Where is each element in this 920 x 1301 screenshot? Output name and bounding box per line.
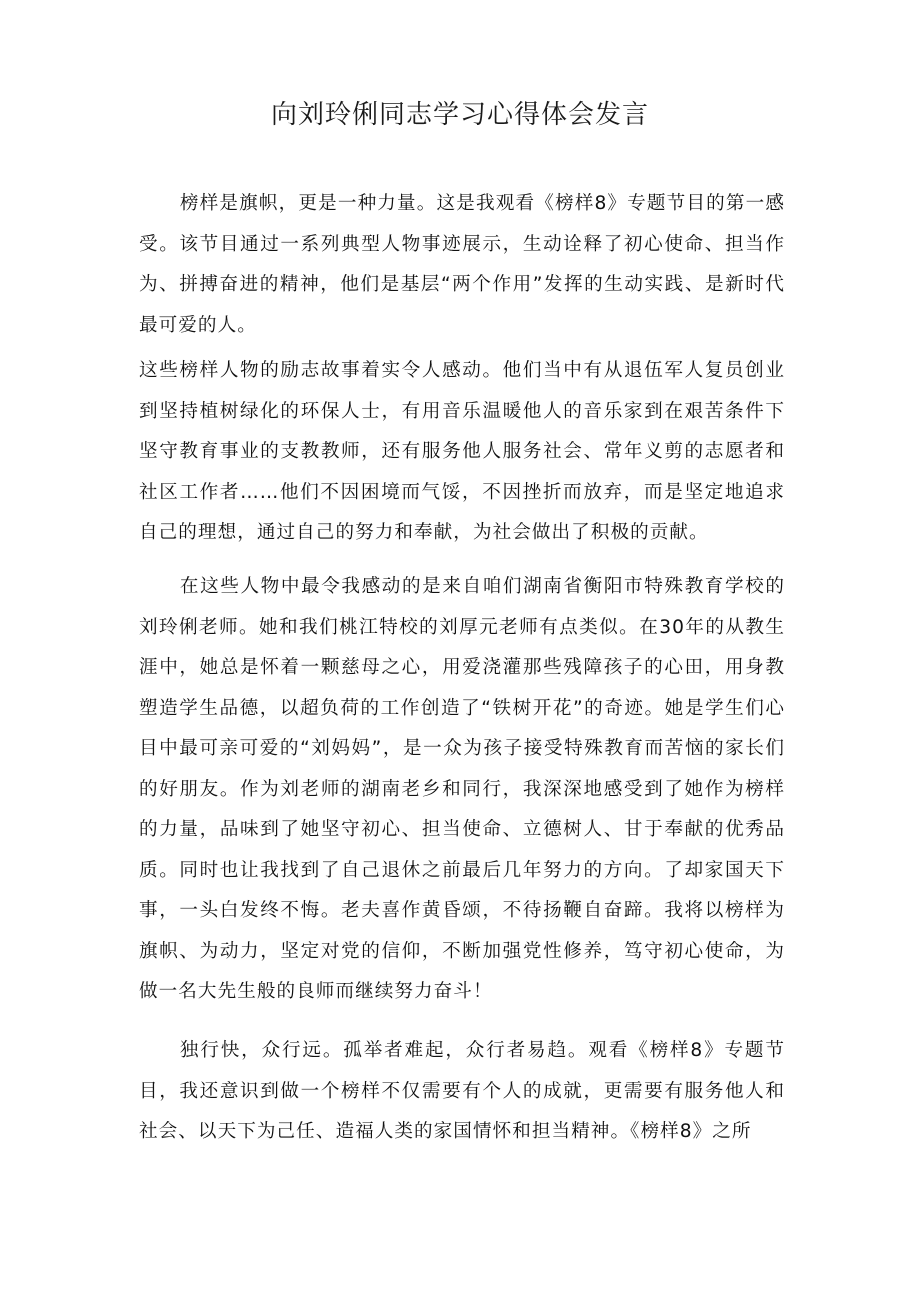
- paragraph-4: 独行快，众行远。孤举者难起，众行者易趋。观看《榜样8》专题节目，我还意识到做一个榜样不仅需要有个人的成就，更需要有服务他人和社会、以天下为己任、造福人类的家国情怀和担当精神。《榜样8》之所: [139, 1040, 785, 1142]
- document-title: 向刘玲俐同志学习心得体会发言: [270, 100, 649, 130]
- paragraph-3: 在这些人物中最令我感动的是来自咱们湖南省衡阳市特殊教育学校的刘玲俐老师。她和我们桃江特校的刘厚元老师有点类似。在30年的从教生涯中，她总是怀着一颗慈母之心，用爱浇灌那些残障孩子的心田，用身教塑造学生品德，以超负荷的工作创造了“铁树开花”的奇迹。她是学生们心目中最可亲可爱的“刘妈妈”，是一众为孩子接受特殊教育而苦恼的家长们的好朋友。作为刘老师的湖南老乡和同行，我深深地感受到了她作为榜样的力量，品味到了她坚守初心、担当使命、立德树人、甘于奉献的优秀品质。同时也让我找到了自己退休之前最后几年努力的方向。了却家国天下事，一头白发终不悔。老夫喜作黄昏颂，不待扬鞭自奋蹄。我将以榜样为旗帜、为动力，坚定对党的信仰，不断加强党性修养，笃守初心使命，为做一名大先生般的良师而继续努力奋斗！: [139, 576, 785, 1002]
- paragraph-1: 榜样是旗帜，更是一种力量。这是我观看《榜样8》专题节目的第一感受。该节目通过一系列典型人物事迹展示，生动诠释了初心使命、担当作为、拼搏奋进的精神，他们是基层“两个作用”发挥的生动实践、是新时代最可爱的人。: [139, 193, 785, 336]
- paragraph-2: 这些榜样人物的励志故事着实令人感动。他们当中有从退伍军人复员创业到坚持植树绿化的环保人士，有用音乐温暖他人的音乐家到在艰苦条件下坚守教育事业的支教教师，还有服务他人服务社会、常年义剪的志愿者和社区工作者……他们不因困境而气馁，不因挫折而放弃，而是坚定地追求自己的理想，通过自己的努力和奉献，为社会做出了积极的贡献。: [139, 360, 785, 543]
